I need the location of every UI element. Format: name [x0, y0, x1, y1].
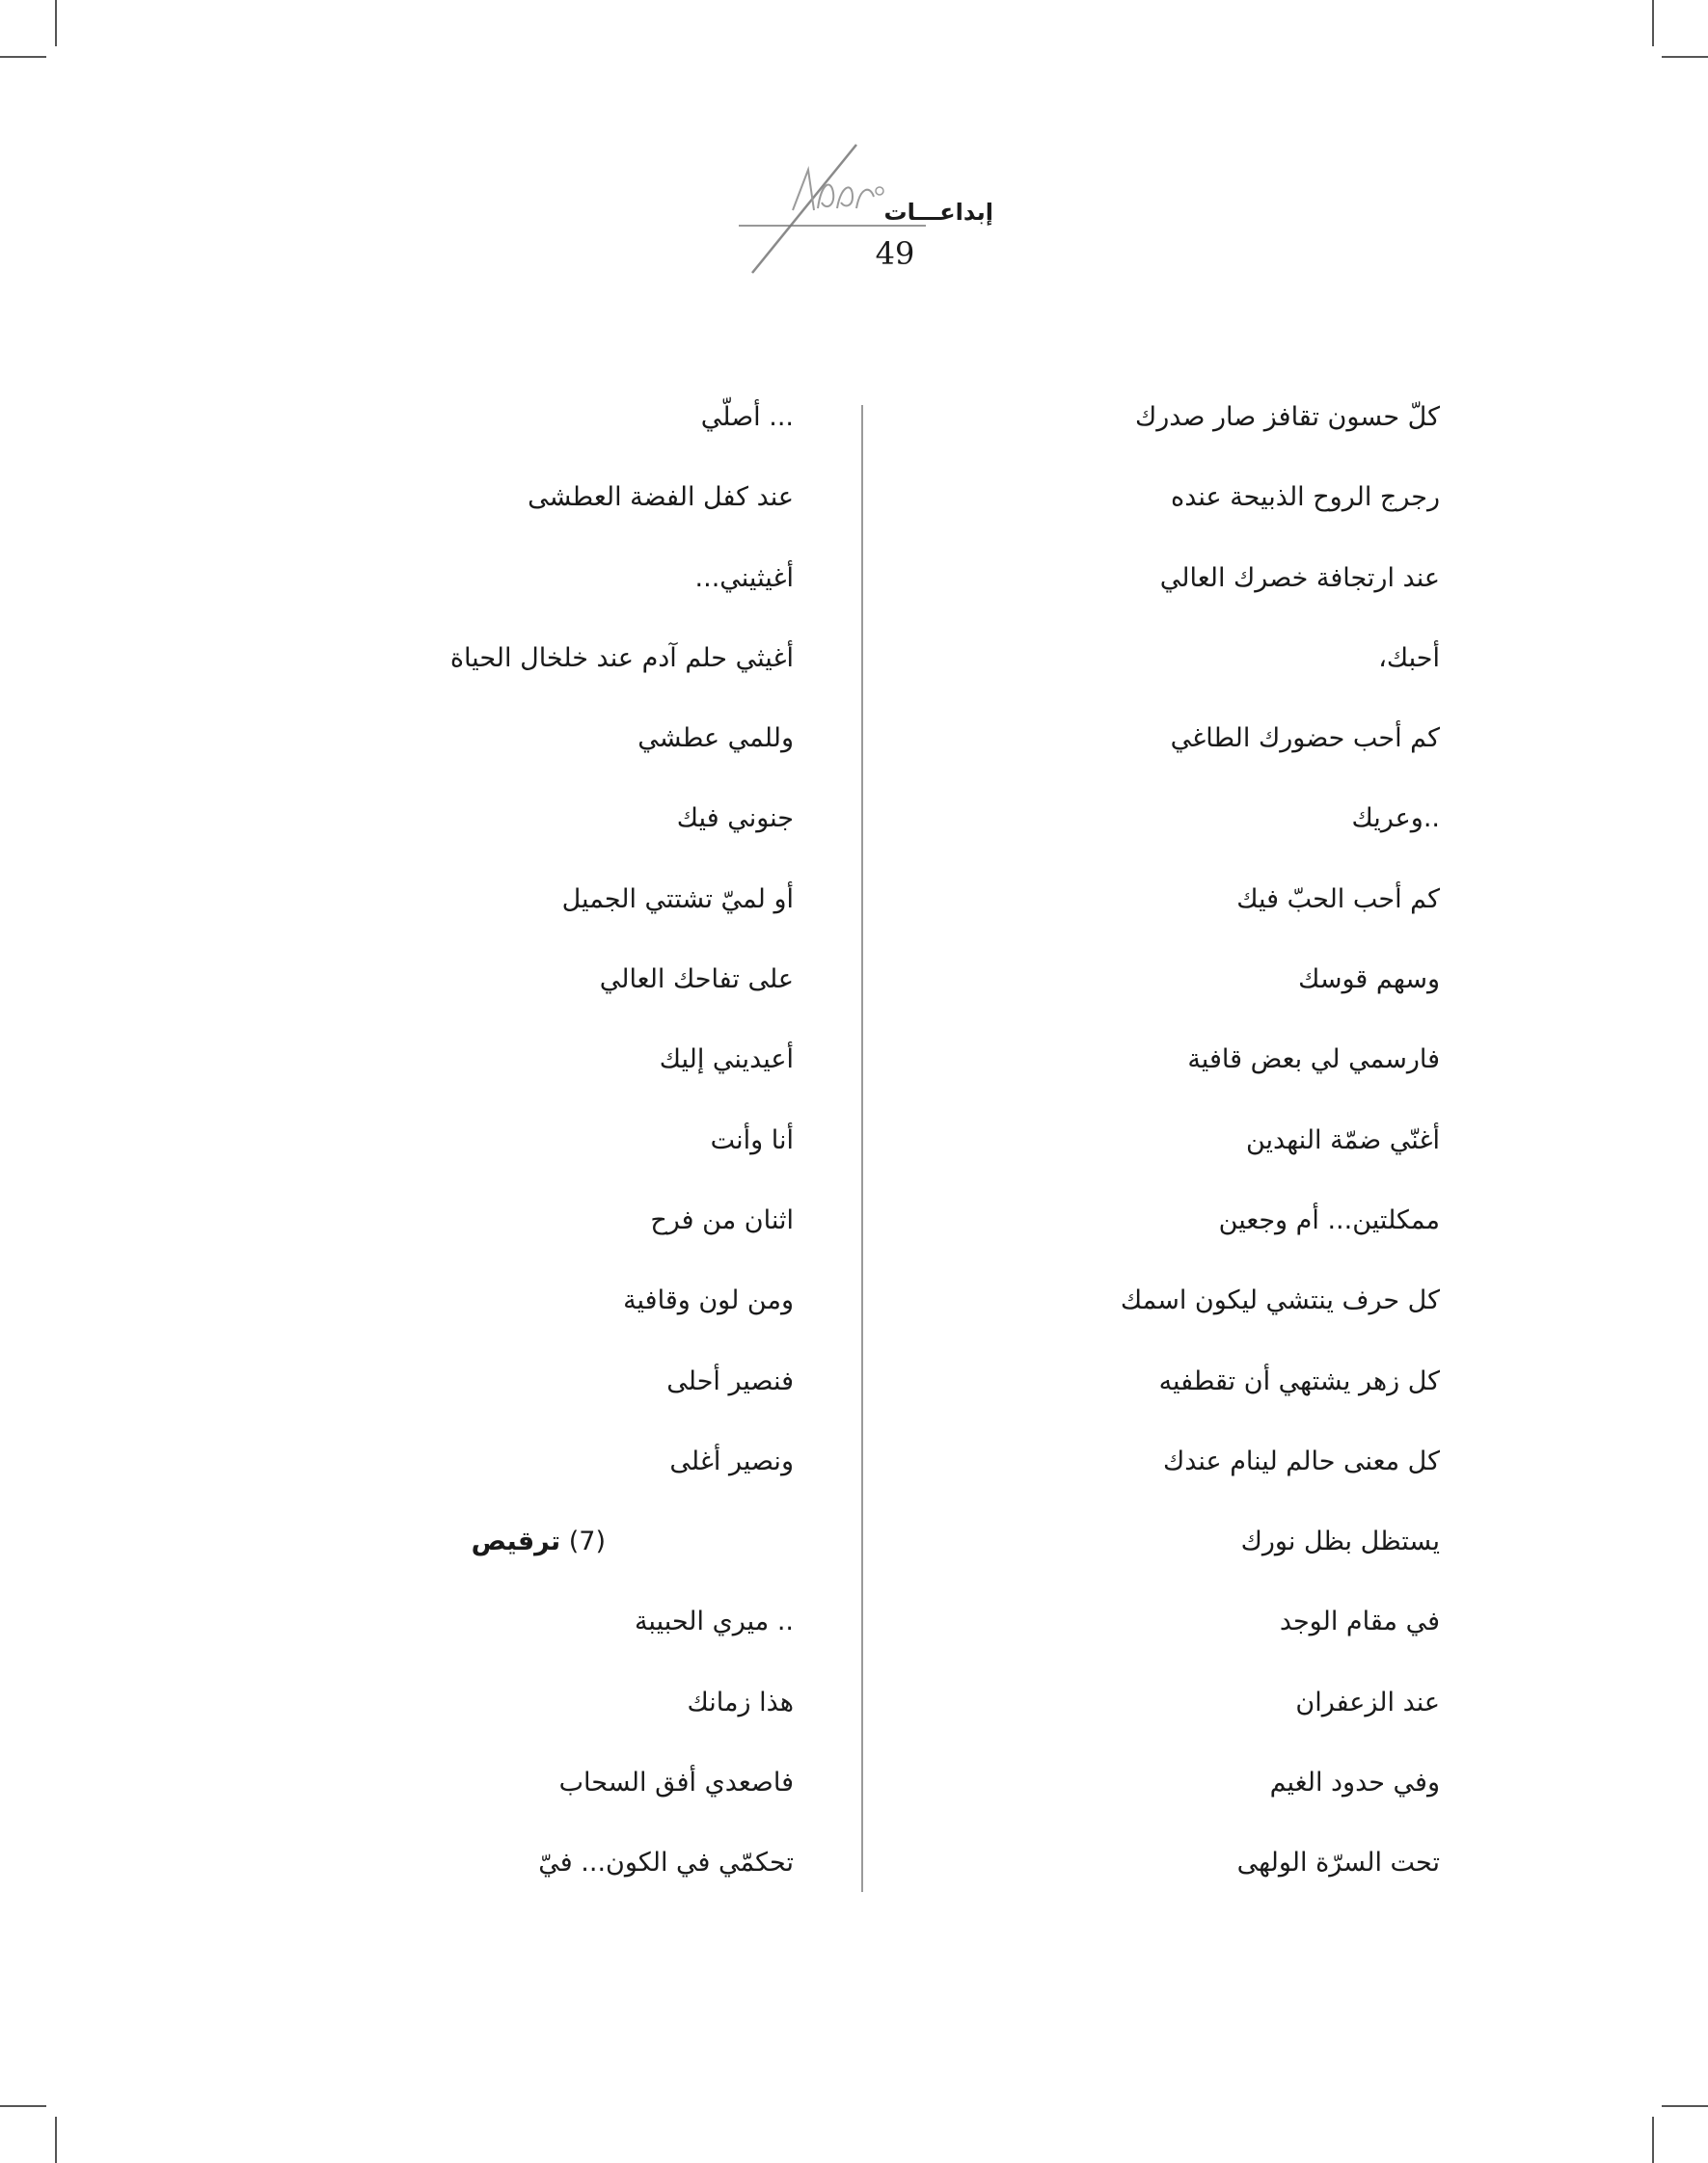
- poem-line: كلّ حسون تقافز صار صدرك: [1135, 402, 1440, 432]
- poem-line: فنصير أحلى: [666, 1365, 794, 1396]
- poem-line: تحكمّي في الكون... فيّ: [538, 1848, 794, 1879]
- poem-line: أنا وأنت: [710, 1124, 794, 1155]
- poem-line: ونصير أغلى: [669, 1446, 794, 1476]
- poem-line: عند كفل الفضة العطشى: [528, 482, 794, 513]
- poem-line: كل معنى حالم لينام عندك: [1162, 1446, 1440, 1476]
- poem-line: كل حرف ينتشي ليكون اسمك: [1120, 1285, 1440, 1316]
- poem-line: أغيثي حلم آدم عند خلخال الحياة: [449, 642, 794, 673]
- page-header: [733, 143, 993, 287]
- poem-column-right: [900, 386, 1440, 1912]
- poem-line: هذا زمانك: [687, 1687, 794, 1717]
- poem-column-left: [254, 386, 794, 1912]
- poem-line: وفي حدود الغيم: [1269, 1768, 1440, 1798]
- page-number: 49: [875, 235, 915, 272]
- crop-mark-top-left-h: [0, 56, 46, 58]
- poem-line: عند الزعفران: [1295, 1687, 1440, 1717]
- poem-line: جنوني فيك: [676, 803, 794, 834]
- poem-line: ومن لون وقافية: [623, 1285, 794, 1316]
- poem-line: عند ارتجافة خصرك العالي: [1159, 562, 1440, 593]
- crop-mark-top-right: [1652, 0, 1654, 46]
- crop-mark-top-left: [55, 0, 57, 46]
- poem-line: أو لميّ تشتتي الجميل: [561, 883, 794, 914]
- poem-line: ..وعريك: [1351, 803, 1440, 834]
- poem-line: كم أحب حضورك الطاغي: [1170, 723, 1440, 754]
- poem-line: اثنان من فرح: [650, 1204, 794, 1235]
- poem-line: يستظل بظل نورك: [1240, 1527, 1440, 1557]
- section-heading: [254, 1510, 794, 1590]
- poem-line: تحت السرّة الولهى: [1236, 1848, 1440, 1879]
- poem-line: فارسمي لي بعض قافية: [1187, 1044, 1440, 1075]
- poem-line: رجرج الروح الذبيحة عنده: [1171, 482, 1440, 513]
- column-divider: [861, 405, 863, 1892]
- section-label: إبداعـــات: [883, 199, 993, 226]
- poem-line: على تفاحك العالي: [599, 964, 794, 995]
- poem-line: في مقام الوجد: [1279, 1607, 1440, 1637]
- crop-mark-bottom-right-h: [1662, 2105, 1708, 2107]
- poem-line: أغيثيني...: [694, 562, 794, 593]
- poem-line: أعيديني إليك: [659, 1044, 794, 1075]
- poem-line: كل زهر يشتهي أن تقطفيه: [1158, 1365, 1440, 1396]
- poem-line: ممكلتين... أم وجعين: [1218, 1204, 1440, 1235]
- section-heading-title: ترقيص: [471, 1527, 561, 1557]
- poem-line: .. ميري الحبيبة: [634, 1607, 794, 1637]
- section-heading-number: (7): [568, 1527, 606, 1557]
- poem-line: أغنّي ضمّة النهدين: [1245, 1124, 1440, 1155]
- crop-mark-bottom-left: [55, 2117, 57, 2163]
- poem-line: فاصعدي أفق السحاب: [558, 1768, 794, 1798]
- crop-mark-bottom-left-h: [0, 2105, 46, 2107]
- crop-mark-top-right-h: [1662, 56, 1708, 58]
- crop-mark-bottom-right: [1652, 2117, 1654, 2163]
- poem-line: أحبك،: [1378, 642, 1440, 673]
- poem-line: وسهم قوسك: [1298, 964, 1440, 995]
- poem-line: ... أصلّي: [700, 402, 794, 432]
- poem-line: وللمي عطشي: [637, 723, 794, 754]
- poem-line: كم أحب الحبّ فيك: [1236, 883, 1440, 914]
